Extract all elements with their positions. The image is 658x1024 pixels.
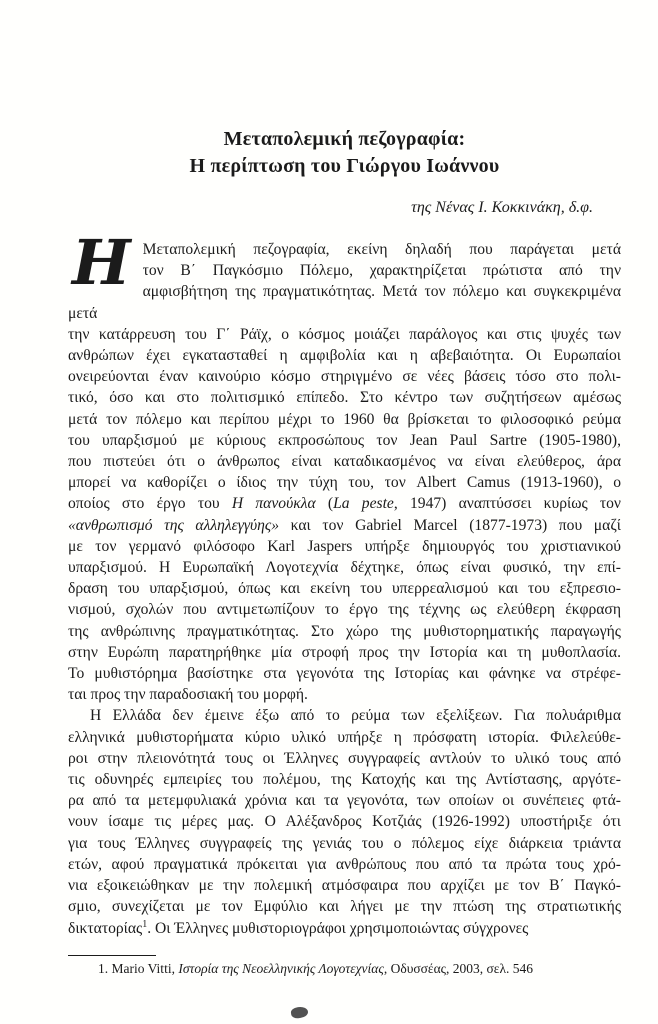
body-line (68, 536, 621, 557)
text-segment: δραση του υπαρξισμού, όπως και εκείνη του υπερρεαλισμού και του εξπρεσιο- (68, 580, 621, 598)
text-segment: ονειρεύονται έναν καινούριο κόσμο στηριγμένο σε νέες βάσεις τόσο στο πολι- (68, 368, 621, 386)
text-segment: νια εξοικειώθηκαν με την πολεμική ατμόσφαιρα που αρχίζει με τον Β΄ Παγκό- (68, 877, 621, 895)
text-segment: για τους Έλληνες συγγραφείς της γενιάς του ο πόλεμος είχε διάρκεια τριάντα (68, 834, 621, 852)
page-title-line-2: Η περίπτωση του Γιώργου Ιωάννου (189, 155, 500, 177)
text-segment: La peste (333, 495, 394, 513)
text-segment: Μεταπολεμική πεζογραφία, εκείνη δηλαδή που παράγεται μετά (142, 241, 621, 258)
text-segment: με τον γερμανό φιλόσοφο Karl Jaspers υπήρξε δημιουργός του χριστιανικού (68, 537, 621, 555)
body-line (68, 557, 621, 578)
text-segment: τον Β΄ Παγκόσμιο Πόλεμο, χαρακτηρίζεται πρώτιστα από την (142, 262, 621, 280)
body-line (68, 578, 621, 599)
footnote-separator-rule (68, 955, 156, 956)
footnote-ref-marker: 1 (142, 918, 148, 930)
text-segment: τικό, όσο και στο πολιτισμικό επίπεδο. Στο κέντρο των συζητήσεων αμέσως (68, 389, 621, 407)
text-segment: και τον Gabriel Marcel (1877-1973) που μαζί (279, 516, 621, 534)
body-line (68, 409, 621, 430)
text-segment: ροι στην πλειονότητά τους οι Έλληνες συγγραφείς αντλούν το υλικό τους από (68, 749, 621, 767)
drop-cap-initial: Η (72, 226, 131, 299)
text-segment: ται προς την παραδοσιακή του μορφή. (68, 686, 308, 704)
text-segment: , 1947) αναπτύσσει κυρίως τον (393, 495, 621, 513)
text-segment: ρα από τα μετεμφυλιακά χρόνια και τα γεγονότα, των οποίων οι συνέπειες φτά- (68, 792, 621, 810)
body-line (68, 515, 621, 536)
text-segment: την κατάρρευση του Γ΄ Ράϊχ, ο κόσμος μοιάζει παράλογος και στις ψυχές των (68, 325, 621, 343)
body-line (68, 239, 621, 260)
body-line (68, 430, 621, 451)
text-segment: , Οδυσσέας, 2003, σελ. 546 (383, 960, 534, 976)
text-segment: υπαρξισμού. Η Ευρωπαϊκή Λογοτεχνία δέχτηκε, όπως είναι φυσικό, την επί- (68, 559, 621, 577)
body-line (68, 260, 621, 281)
body-line (68, 387, 621, 408)
text-segment: στην Ευρώπη παρατηρήθηκε μία στροφή προς την Ιστορία και τη μυθοπλασία. (68, 643, 621, 661)
body-line (68, 790, 621, 811)
text-segment: του υπαρξισμού με κύριους εκπροσώπους τον Jean Paul Sartre (1905-1980), (68, 431, 621, 449)
text-segment: ( (315, 495, 334, 513)
paragraph (68, 705, 621, 938)
body-line (68, 854, 621, 875)
body-line (68, 599, 621, 620)
text-block (68, 126, 621, 978)
body-line (68, 642, 621, 663)
body-line (68, 345, 621, 366)
text-segment: ετών, αφού πραγματικά πρόκειται για ανθρώπους που από τα πρώτα τους χρό- (68, 855, 621, 873)
text-segment: αμφισβήτηση της πραγματικότητας. Μετά τον πόλεμο και συγκεκριμένα μετά (68, 283, 621, 322)
page-title-line-1: Μεταπολεμική πεζογραφία: (223, 128, 466, 150)
text-segment: νισμού, σχολών που αντιμετωπίζουν το έργο της τέχνης ως ελεύθερη έκφραση (68, 601, 621, 619)
text-segment: Το μυθιστόρημα βασίστηκε στα γεγονότα της Ιστορίας και φάνηκε να στρέφε- (68, 665, 621, 683)
body-line (68, 366, 621, 387)
body-line (68, 472, 621, 493)
text-segment: τις οδυνηρές εμπειρίες του πολέμου, της Κατοχής και της Αντίστασης, αργότε- (68, 771, 621, 789)
body-line (68, 684, 621, 705)
body-line (68, 324, 621, 345)
text-segment: σμιο, συνεχίζεται με τον Εμφύλιο και λήγει με την πτώση της στρατιωτικής (68, 898, 621, 916)
body-line (68, 833, 621, 854)
text-segment: νουν ίσαμε τις μέρες μας. Ο Αλέξανδρος Κοτζιάς (1926-1992) υποστήριξε ότι (68, 813, 621, 831)
body-line (68, 748, 621, 769)
text-segment: μπορεί να καθορίζει ο ίδιος την τύχη του, τον Albert Camus (1913-1960), ο (68, 474, 621, 492)
body-text (68, 226, 621, 939)
body-line (68, 281, 621, 323)
text-segment: ελληνικά μυθιστορήματα κύριο υλικό υπήρξε η πρόσφατη ιστορία. Φιλελεύθε- (68, 728, 621, 746)
body-line (68, 875, 621, 896)
scan-smudge-artifact (290, 1006, 308, 1019)
text-segment: μετά τον πόλεμο και περίπου μέχρι το 1960 θα βρίσκεται το φιλοσοφικό ρεύμα (68, 410, 621, 428)
body-line (68, 705, 621, 726)
text-segment: . Οι Έλληνες μυθιστοριογράφοι χρησιμοποιώντας σύγχρονες (147, 919, 529, 937)
text-segment: που πιστεύει ότι ο άνθρωπος είναι καταδικασμένος να είναι ελεύθερος, άρα (68, 453, 621, 471)
footnote-text (68, 960, 621, 978)
body-line (68, 727, 621, 748)
text-segment: οποίος στο έργο του (68, 495, 232, 513)
body-line (68, 918, 621, 939)
text-segment: της ανθρώπινης πραγματικότητας. Στο χώρο της μυθιστορηματικής παραγωγής (68, 622, 621, 640)
text-segment: «ανθρωπισμό της αλληλεγγύης» (68, 516, 280, 534)
body-line (68, 663, 621, 684)
paragraph (68, 226, 621, 705)
footnote-block (68, 955, 621, 978)
text-segment: δικτατορίας (68, 919, 143, 937)
body-line (68, 493, 621, 514)
body-line (68, 621, 621, 642)
page-title (68, 126, 621, 180)
text-segment: 1. Mario Vitti, (98, 960, 179, 976)
text-segment: Η Ελλάδα δεν έμεινε έξω από το ρεύμα των εξελίξεων. Για πολυάριθμα (90, 707, 621, 725)
body-line (68, 451, 621, 472)
text-segment: ανθρώπων έχει εγκατασταθεί η αμφιβολία και η αβεβαιότητα. Οι Ευρωπαίοι (68, 347, 621, 365)
body-line (68, 769, 621, 790)
text-segment: Η πανούκλα (231, 495, 316, 513)
body-line (68, 811, 621, 832)
text-segment: Ιστορία της Νεοελληνικής Λογοτεχνίας (178, 960, 384, 976)
body-line (68, 896, 621, 917)
author-byline: της Νένας Ι. Κοκκινάκη, δ.φ. (411, 199, 593, 216)
